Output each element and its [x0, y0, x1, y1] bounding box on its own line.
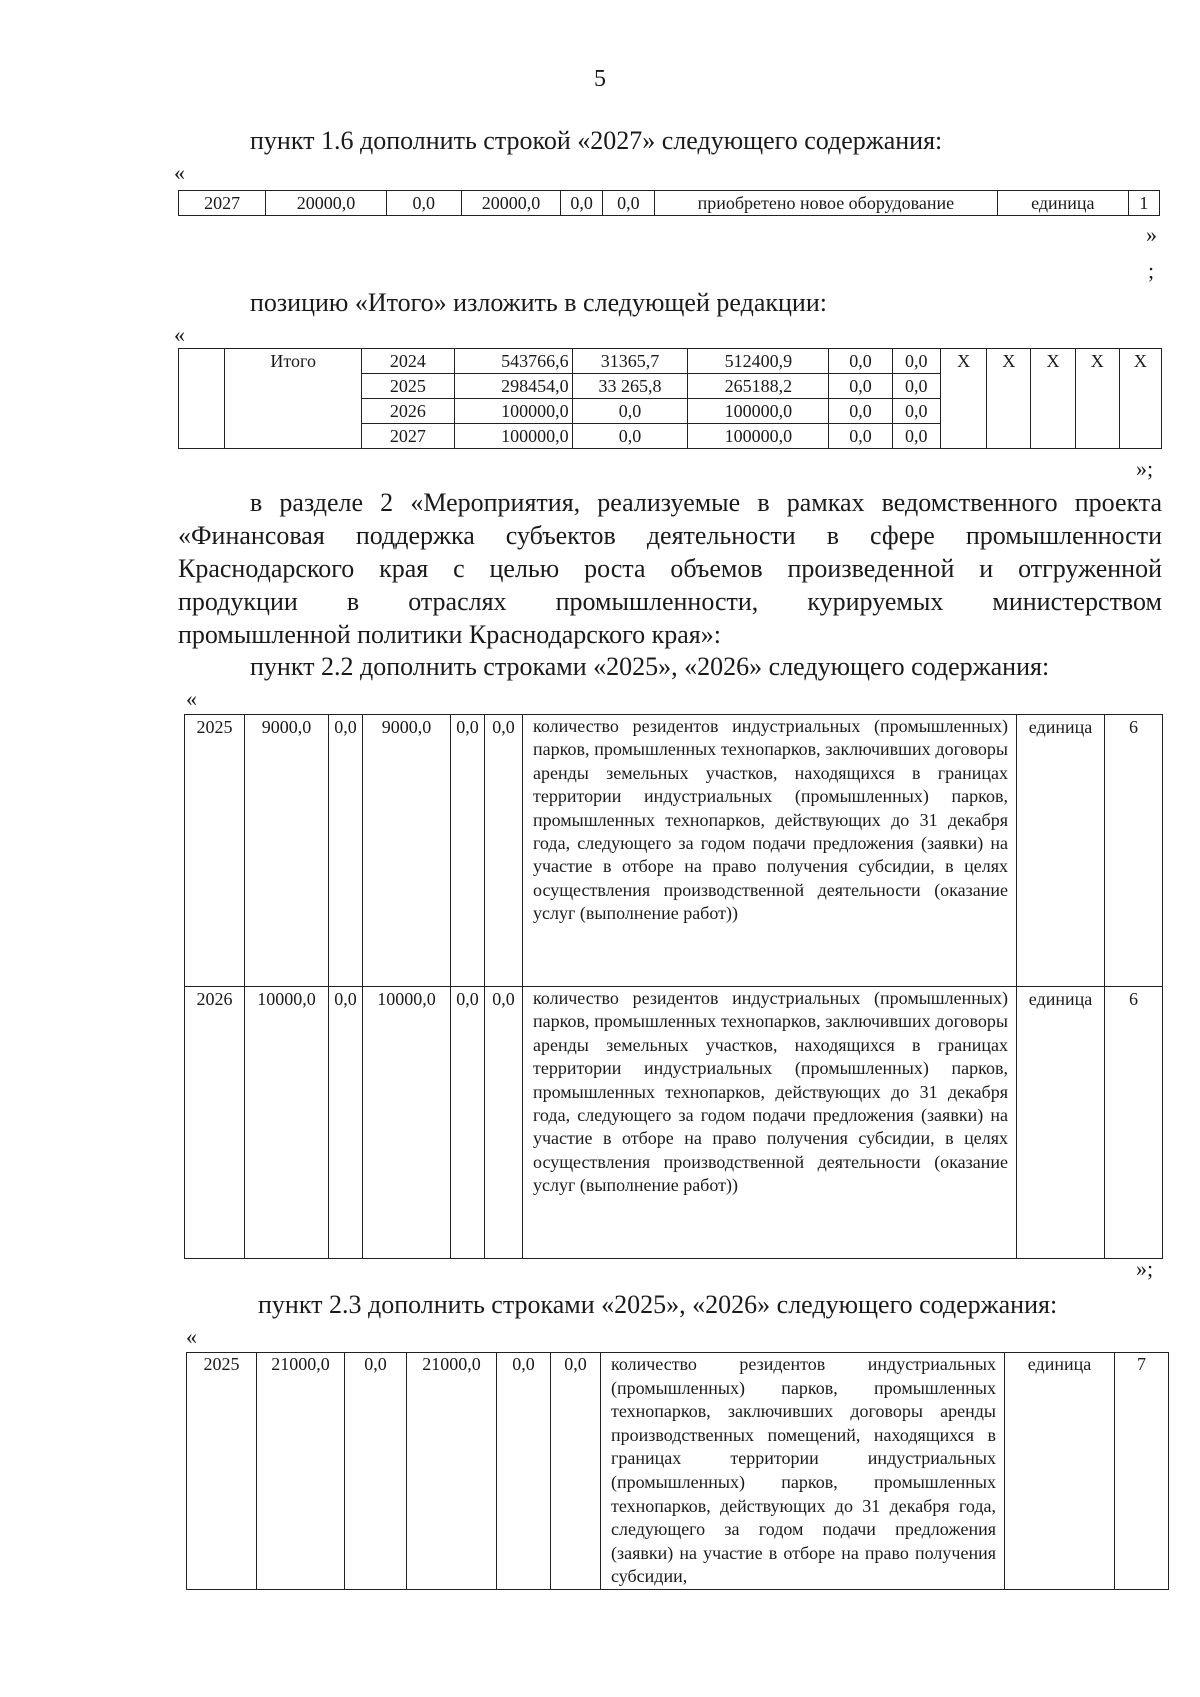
cell-number: 7	[1115, 1353, 1169, 1590]
table-row	[185, 715, 1163, 987]
cell-total: 10000,0	[245, 987, 329, 1259]
cell-number: 1	[1128, 191, 1159, 216]
cell-unit: единица	[1017, 987, 1105, 1259]
cell-value: 0,0	[892, 374, 940, 399]
section1-open-quote: «	[174, 160, 185, 185]
cell-value: 100000,0	[454, 399, 572, 424]
cell-value: 0,0	[485, 987, 523, 1259]
cell-unit: единица	[997, 191, 1128, 216]
cell-year: 2025	[187, 1353, 257, 1590]
section3-open-quote: «	[186, 686, 197, 711]
cell-value: 31365,7	[572, 349, 688, 374]
cell-value: 0,0	[451, 715, 485, 987]
section1-semicolon: ;	[1148, 258, 1155, 283]
cell-value: 0,0	[451, 987, 485, 1259]
cell-value: 0,0	[829, 374, 892, 399]
cell-value: 0,0	[485, 715, 523, 987]
cell-year: 2026	[185, 987, 245, 1259]
table-row	[179, 191, 1160, 216]
cell-empty	[179, 349, 225, 449]
cell-description: количество резидентов индустриальных (промышленных) парков, промышленных технопарков, заключивших договоры аренды земельных участков, находящихся в границах территории индустриальных (промышленных) парков, промышленных технопарков, действующих до 31 декабря года, следующего за годом подачи предложения (заявки) на участие в отборе на право получения субсидии, в целях осуществления производственной деятельности (оказание услуг (выполнение работ))	[523, 987, 1017, 1259]
cell-value: 0,0	[345, 1353, 407, 1590]
cell-value: 0,0	[602, 191, 654, 216]
cell-value: 0,0	[829, 349, 892, 374]
cell-value: 21000,0	[407, 1353, 497, 1590]
cell-value: 0,0	[561, 191, 603, 216]
cell-year: 2027	[179, 191, 266, 216]
intro-line: промышленной политики Краснодарского края»:	[178, 620, 721, 649]
cell-unit: единица	[1005, 1353, 1115, 1590]
section2-heading: позицию «Итого» изложить в следующей редакции:	[250, 288, 827, 317]
cell-value: 0,0	[329, 715, 363, 987]
cell-value: 33 265,8	[572, 374, 688, 399]
cell-value: 0,0	[329, 987, 363, 1259]
cell-total: 9000,0	[245, 715, 329, 987]
cell-value: 543766,6	[454, 349, 572, 374]
cell-label: Итого	[225, 349, 362, 449]
cell-value: 0,0	[386, 191, 461, 216]
cell-value: 512400,9	[688, 349, 829, 374]
section1-table	[178, 190, 1160, 216]
cell-year: 2027	[362, 424, 455, 449]
cell-value: 0,0	[497, 1353, 551, 1590]
section4-heading: пункт 2.3 дополнить строками «2025», «2026» следующего содержания:	[258, 1290, 1058, 1319]
page-number: 5	[594, 66, 606, 92]
cell-year: 2026	[362, 399, 455, 424]
section3-close-quote: »;	[1136, 1256, 1154, 1281]
cell-number: 6	[1105, 715, 1163, 987]
cell-x: X	[1031, 349, 1075, 449]
cell-value: 0,0	[892, 349, 940, 374]
cell-value: 265188,2	[688, 374, 829, 399]
section2-open-quote: «	[174, 322, 185, 347]
cell-value: 298454,0	[454, 374, 572, 399]
cell-year: 2025	[185, 715, 245, 987]
cell-value: 0,0	[829, 424, 892, 449]
cell-description: количество резидентов индустриальных (промышленных) парков, промышленных технопарков, заключивших договоры аренды земельных участков, находящихся в границах территории индустриальных (промышленных) парков, промышленных технопарков, действующих до 31 декабря года, следующего за годом подачи предложения (заявки) на участие в отборе на право получения субсидии, в целях осуществления производственной деятельности (оказание услуг (выполнение работ))	[523, 715, 1017, 987]
section3-intro	[178, 486, 1162, 651]
cell-value: 0,0	[572, 424, 688, 449]
section1-close-quote: »	[1146, 222, 1157, 247]
cell-total: 20000,0	[266, 191, 387, 216]
section4-open-quote: «	[186, 1324, 197, 1349]
cell-value: 9000,0	[363, 715, 451, 987]
section4-table	[186, 1352, 1169, 1590]
section1-heading: пункт 1.6 дополнить строкой «2027» следующего содержания:	[250, 126, 943, 155]
cell-value: 100000,0	[688, 399, 829, 424]
cell-x: X	[940, 349, 986, 449]
section3-heading: пункт 2.2 дополнить строками «2025», «2026» следующего содержания:	[250, 652, 1050, 681]
intro-line: продукции в отраслях промышленности, курируемых министерством	[178, 587, 1162, 616]
intro-line: в разделе 2 «Мероприятия, реализуемые в рамках ведомственного проекта	[250, 488, 1162, 517]
cell-value: 0,0	[572, 399, 688, 424]
cell-year: 2024	[362, 349, 455, 374]
section3-table	[184, 714, 1163, 1259]
cell-value: 100000,0	[688, 424, 829, 449]
cell-number: 6	[1105, 987, 1163, 1259]
cell-value: 10000,0	[363, 987, 451, 1259]
cell-value: 0,0	[829, 399, 892, 424]
cell-value: 20000,0	[461, 191, 561, 216]
cell-year: 2025	[362, 374, 455, 399]
cell-value: 0,0	[892, 399, 940, 424]
section2-close-quote: »;	[1136, 456, 1154, 481]
table-row	[187, 1353, 1169, 1590]
cell-value: 0,0	[892, 424, 940, 449]
cell-description: количество резидентов индустриальных (промышленных) парков, промышленных технопарков, заключивших договоры аренды производственных помещений, находящихся в границах территории индустриальных (промышленных) парков, промышленных технопарков, действующих до 31 декабря года, следующего за годом подачи предложения (заявки) на участие в отборе на право получения субсидии,	[601, 1353, 1005, 1590]
cell-unit: единица	[1017, 715, 1105, 987]
cell-x: X	[1075, 349, 1119, 449]
section2-table	[178, 348, 1162, 449]
cell-x: X	[1119, 349, 1161, 449]
intro-line: Краснодарского края с целью роста объемов произведенной и отгруженной	[178, 554, 1162, 583]
intro-line: «Финансовая поддержка субъектов деятельности в сфере промышленности	[178, 521, 1162, 550]
table-row	[185, 987, 1163, 1259]
cell-value: 100000,0	[454, 424, 572, 449]
cell-x: X	[987, 349, 1031, 449]
table-row	[179, 349, 1162, 374]
cell-value: 0,0	[551, 1353, 601, 1590]
cell-description: приобретено новое оборудование	[654, 191, 997, 216]
cell-total: 21000,0	[257, 1353, 345, 1590]
